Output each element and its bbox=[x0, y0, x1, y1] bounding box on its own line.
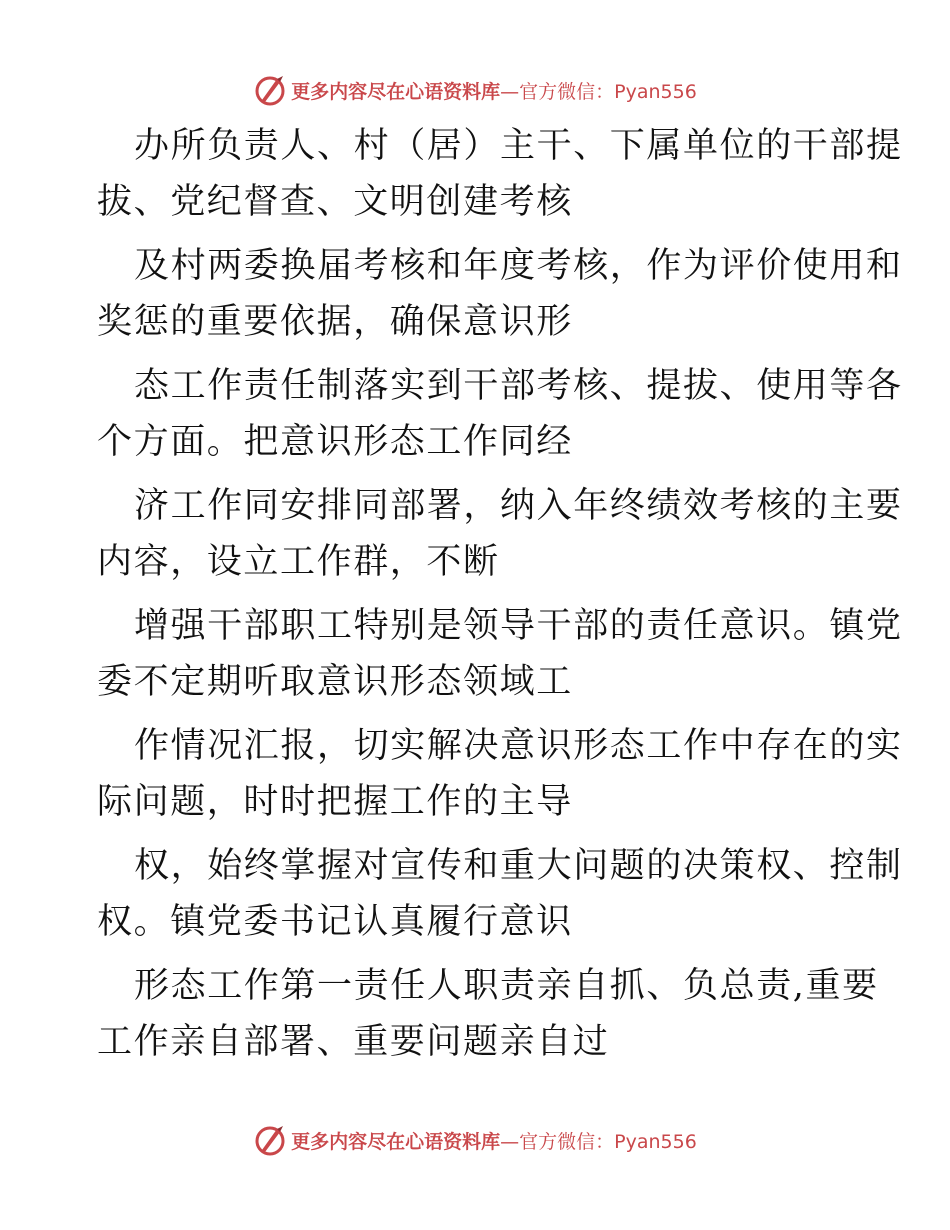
watermark-brand: 更多内容尽在心语资料库 bbox=[291, 1130, 501, 1153]
text-line: 及村两委换届考核和年度考核，作为评价使用和 bbox=[134, 246, 903, 286]
text-line: 作情况汇报，切实解决意识形态工作中存在的实 bbox=[134, 726, 903, 766]
document-body bbox=[97, 118, 903, 1078]
paragraph bbox=[97, 118, 903, 230]
paragraph bbox=[97, 478, 903, 590]
quill-pen-icon bbox=[253, 1123, 287, 1157]
header-watermark bbox=[0, 70, 950, 110]
text-line: 拔、党纪督查、文明创建考核 bbox=[97, 182, 573, 222]
watermark-text bbox=[291, 77, 697, 104]
paragraph bbox=[97, 598, 903, 710]
paragraph bbox=[97, 718, 903, 830]
text-line: 办所负责人、村（居）主干、下属单位的干部提 bbox=[134, 126, 903, 166]
footer-watermark bbox=[0, 1120, 950, 1160]
text-line: 形态工作第一责任人职责亲自抓、负总责,重要 bbox=[134, 966, 879, 1006]
text-line: 权，始终掌握对宣传和重大问题的决策权、控制 bbox=[134, 846, 903, 886]
watermark-wechat: —官方微信：Pyan556 bbox=[500, 80, 697, 103]
paragraph bbox=[97, 958, 879, 1070]
text-line: 济工作同安排同部署，纳入年终绩效考核的主要 bbox=[134, 486, 903, 526]
text-line: 奖惩的重要依据，确保意识形 bbox=[97, 302, 573, 342]
paragraph bbox=[97, 358, 903, 470]
watermark-brand: 更多内容尽在心语资料库 bbox=[291, 80, 501, 103]
paragraph bbox=[97, 838, 903, 950]
text-line: 内容，设立工作群，不断 bbox=[97, 542, 500, 582]
watermark-wechat: —官方微信：Pyan556 bbox=[500, 1130, 697, 1153]
text-line: 权。镇党委书记认真履行意识 bbox=[97, 902, 573, 942]
paragraph bbox=[97, 238, 903, 350]
text-line: 个方面。把意识形态工作同经 bbox=[97, 422, 573, 462]
text-line: 际问题，时时把握工作的主导 bbox=[97, 782, 573, 822]
text-line: 委不定期听取意识形态领域工 bbox=[97, 662, 573, 702]
text-line: 增强干部职工特别是领导干部的责任意识。镇党 bbox=[134, 606, 903, 646]
quill-pen-icon bbox=[253, 73, 287, 107]
text-line: 态工作责任制落实到干部考核、提拔、使用等各 bbox=[134, 366, 903, 406]
watermark-text bbox=[291, 1127, 697, 1154]
text-line: 工作亲自部署、重要问题亲自过 bbox=[97, 1022, 610, 1062]
